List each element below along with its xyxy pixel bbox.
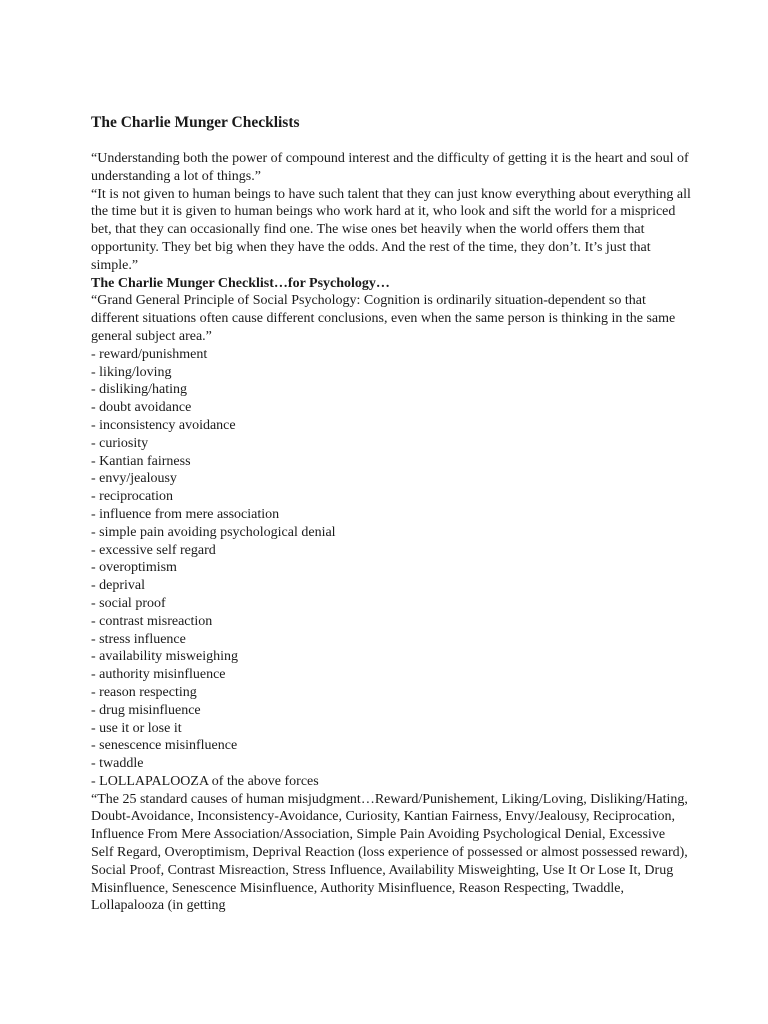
checklist-item: - Kantian fairness: [91, 453, 191, 469]
psychology-checklist-heading: The Charlie Munger Checklist…for Psychology…: [91, 275, 390, 291]
checklist-item: - use it or lose it: [91, 720, 182, 736]
checklist-item: - deprival: [91, 578, 146, 594]
mispriced-bet-quote: “It is not given to human beings to have such talent that they can just know everything about everything all the time but it is given to human beings who work hard at it, who look and sift the world for a mispriced bet, that they can occasionally find one. The wise ones bet heavily when the world offers them that opportunity. They bet big when they have the odds. And the rest of the time, they don’t. It’s just that simple.”: [91, 186, 691, 273]
checklist-item: - authority misinfluence: [91, 667, 226, 683]
checklist-item: - simple pain avoiding psychological denial: [91, 524, 336, 540]
checklist-item: - reason respecting: [91, 684, 197, 700]
psychology-checklist: [91, 346, 691, 791]
checklist-item: - envy/jealousy: [91, 471, 177, 487]
checklist-item: - drug misinfluence: [91, 702, 201, 718]
checklist-item: - inconsistency avoidance: [91, 417, 236, 433]
document-page: [91, 113, 691, 915]
checklist-item: - disliking/hating: [91, 382, 188, 398]
checklist-item: - availability misweighing: [91, 649, 238, 665]
checklist-item: - reward/punishment: [91, 346, 208, 362]
social-psychology-principle: “Grand General Principle of Social Psychology: Cognition is ordinarily situation-dependent so that different situations often cause different conclusions, even when the same person is thinking in the same general subject area.”: [91, 293, 676, 344]
checklist-item: - reciprocation: [91, 489, 174, 505]
checklist-item: - excessive self regard: [91, 542, 216, 558]
checklist-item: - curiosity: [91, 435, 149, 451]
document-title: The Charlie Munger Checklists: [91, 114, 300, 131]
checklist-item: - LOLLAPALOOZA of the above forces: [91, 773, 319, 789]
checklist-item: - overoptimism: [91, 560, 177, 576]
checklist-item: - social proof: [91, 595, 166, 611]
checklist-item: - influence from mere association: [91, 506, 280, 522]
checklist-item: - doubt avoidance: [91, 400, 192, 416]
checklist-item: - twaddle: [91, 756, 144, 772]
misjudgment-causes-paragraph: “The 25 standard causes of human misjudgment…Reward/Punishement, Liking/Loving, Disliking/Hating, Doubt-Avoidance, Inconsistency-Avoidance, Curiosity, Kantian Fairness, Envy/Jealousy, Reciprocation, Influence From Mere Association/Association, Simple Pain Avoiding Psychological Denial, Excessive Self Regard, Overoptimism, Deprival Reaction (loss experience of possessed or almost possessed reward), Social Proof, Contrast Misreaction, Stress Influence, Availability Misweighting, Use It Or Lose It, Drug Misinfluence, Senescence Misinfluence, Authority Misinfluence, Reason Respecting, Twaddle, Lollapalooza (in getting: [91, 791, 688, 914]
compound-interest-quote: “Understanding both the power of compound interest and the difficulty of getting it is the heart and soul of understanding a lot of things.”: [91, 151, 689, 184]
checklist-item: - stress influence: [91, 631, 186, 647]
checklist-item: - liking/loving: [91, 364, 172, 380]
checklist-item: - contrast misreaction: [91, 613, 213, 629]
checklist-item: - senescence misinfluence: [91, 738, 238, 754]
